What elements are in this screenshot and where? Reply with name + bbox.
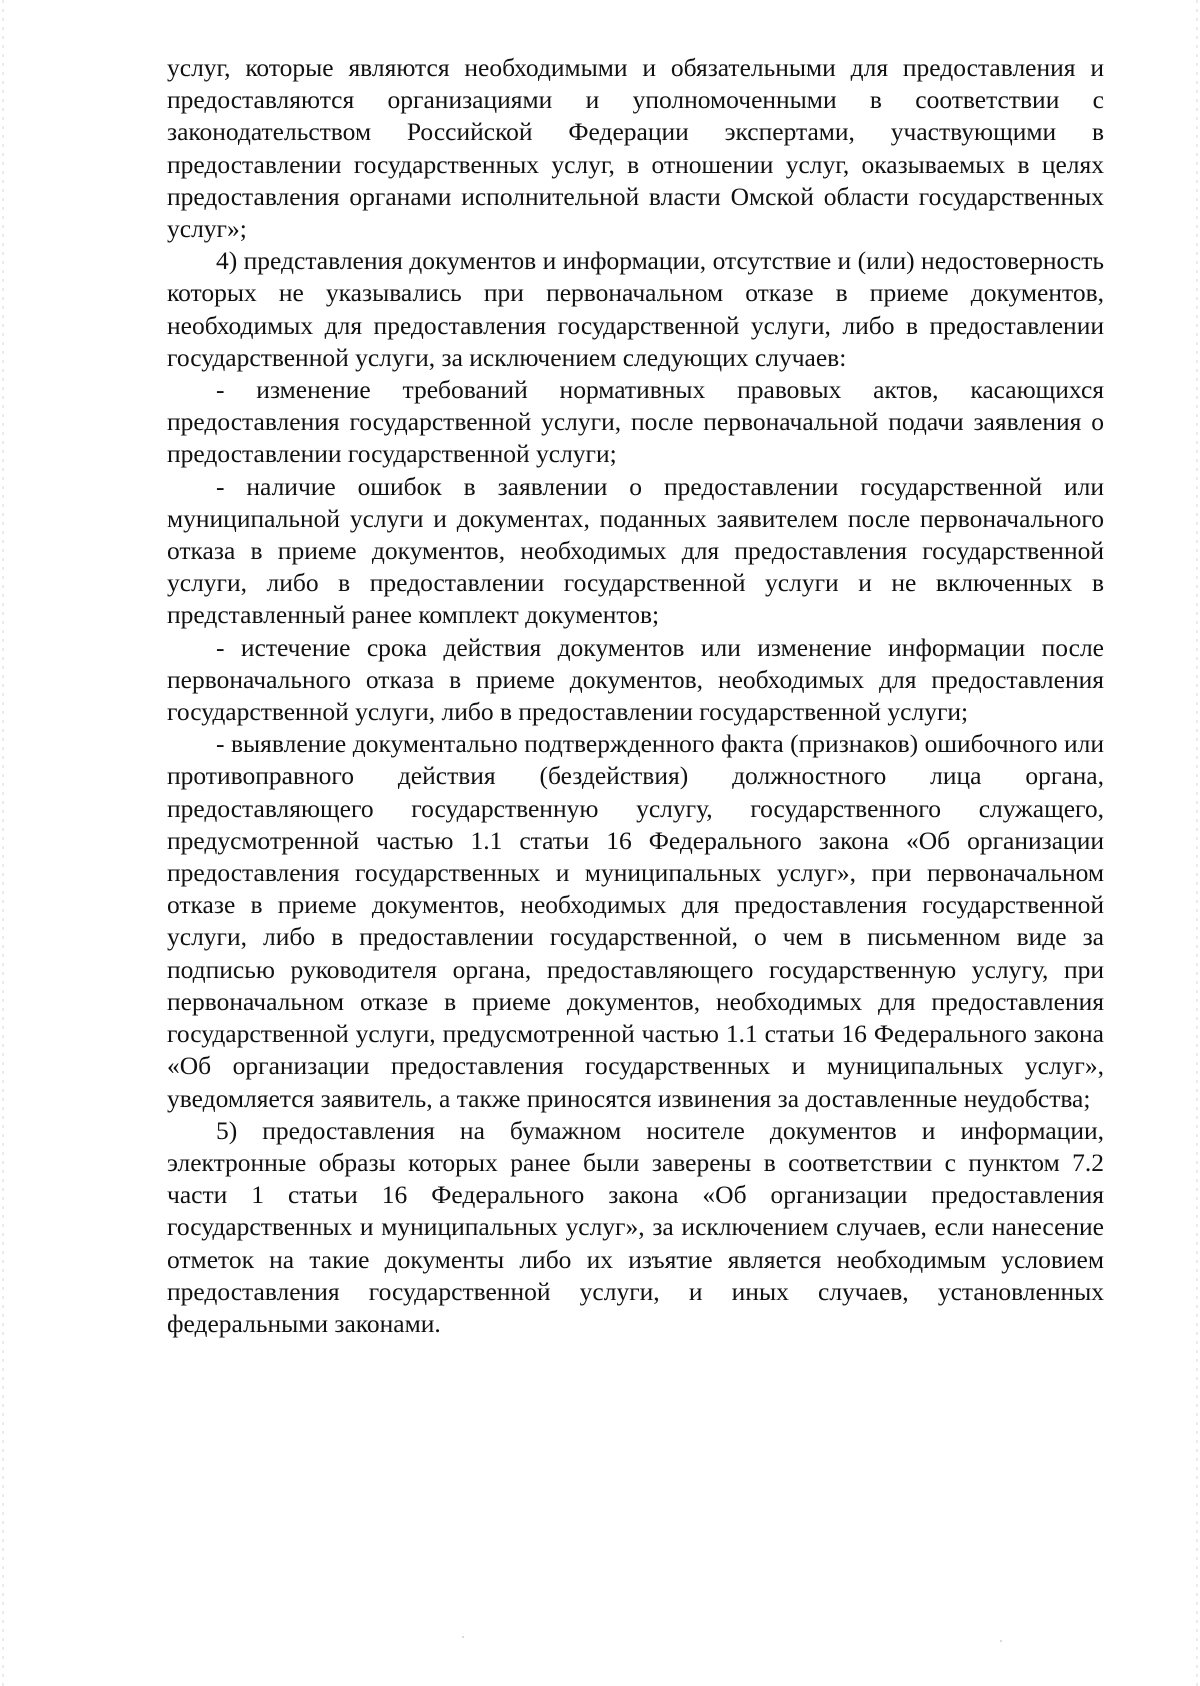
paragraph-case-expiry: - истечение срока действия документов или изменение информации после первоначального отказа в приеме документов, необходимых для предоставления государственной услуги, либо в предоставлении государственной услуги; <box>167 632 1104 727</box>
paragraph-case-errors: - наличие ошибок в заявлении о предоставлении государственной или муниципальной услуги и документах, поданных заявителем после первоначального отказа в приеме документов, необходимых для предоставления государственной услуги, либо в предоставлении государственной услуги и не включенных в представленный ранее комплект документов; <box>167 471 1104 630</box>
paragraph-continuation: услуг, которые являются необходимыми и обязательными для предоставления и предоставляются организациями и уполномоченными в соответствии с законодательством Российской Федерации экспертами, участвующими в предоставлении государственных услуг, в отношении услуг, оказываемых в целях предоставления органами исполнительной власти Омской области государственных услуг»; <box>167 53 1104 244</box>
document-body <box>167 52 1104 1340</box>
paragraph-item-5: 5) предоставления на бумажном носителе документов и информации, электронные образы которых ранее были заверены в соответствии с пунктом 7.2 части 1 статьи 16 Федерального закона «Об организации предоставления государственных и муниципальных услуг», за исключением случаев, если нанесение отметок на такие документы либо их изъятие является необходимым условием предоставления государственной услуги, и иных случаев, установленных федеральными законами. <box>167 1115 1104 1338</box>
scan-edge-left <box>2 0 4 1686</box>
scan-edge-right <box>1196 0 1198 1686</box>
paragraph-item-4: 4) представления документов и информации, отсутствие и (или) недостоверность которых не указывались при первоначальном отказе в приеме документов, необходимых для предоставления государственной услуги, либо в предоставлении государственной услуги, за исключением следующих случаев: <box>167 246 1104 372</box>
scan-speck <box>462 1636 464 1638</box>
paragraph-case-official-error: - выявление документально подтвержденного факта (признаков) ошибочного или противоправного действия (бездействия) должностного лица органа, предоставляющего государственную услугу, государственного служащего, предусмотренной частью 1.1 статьи 16 Федерального закона «Об организации предоставления государственных и муниципальных услуг», при первоначальном отказе в приеме документов, необходимых для предоставления государственной услуги, либо в предоставлении государственной, о чем в письменном виде за подписью руководителя органа, предоставляющего государственную услугу, при первоначальном отказе в приеме документов, необходимых для предоставления государственной услуги, предусмотренной частью 1.1 статьи 16 Федерального закона «Об организации предоставления государственных и муниципальных услуг», уведомляется заявитель, а также приносятся извинения за доставленные неудобства; <box>167 729 1104 1113</box>
paragraph-case-requirements-change: - изменение требований нормативных правовых актов, касающихся предоставления государственной услуги, после первоначальной подачи заявления о предоставлении государственной услуги; <box>167 375 1104 469</box>
scan-speck <box>1000 1640 1002 1642</box>
